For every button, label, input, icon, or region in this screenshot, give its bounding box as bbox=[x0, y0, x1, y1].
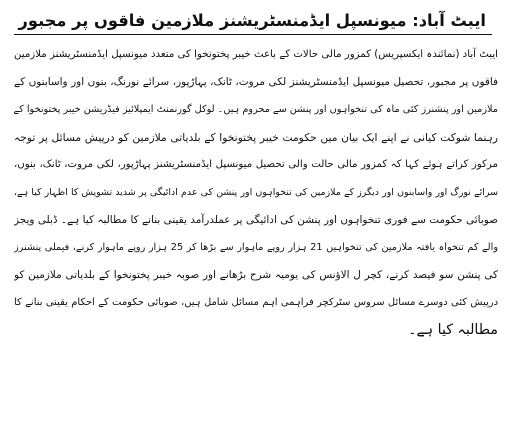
body-line: کی پنشن سو فیصد کرنے، کچر ل الاؤنس کی یومیہ شرح بڑھانے اور صوبہ خیبر پختونخوا کے بلدیاتی ملازمین کو bbox=[14, 268, 498, 281]
body-line: مطالبہ کیا ہے۔ bbox=[408, 321, 498, 338]
body-line: سرائے نورگ اور واسابنوں اور دیگرز کے ملازمین کی تنخواہوں اور پنشن کی عدم ادائیگی پر شدید تشویش کا اظہار کیا ہے، bbox=[14, 186, 498, 198]
body-line: درپیش کئی دوسرے مسائل سروس سٹرکچر فراہمی اہم مسائل شامل ہیں، صوبائی حکومت کے احکام یقینی بنانے کا bbox=[14, 297, 498, 309]
body-line: فاقوں پر مجبور، تحصیل میونسپل ایڈمنسٹریشنز لکی مروت، ٹانک، پہاڑپور، سرائے نورنگ، بنوں اور واسابنوں کے bbox=[14, 75, 498, 88]
body-line: والے کم تنخواہ یافتہ ملازمین کی تنخواہیں 21 ہزار روپے ماہوار سے بڑھا کر 25 ہزار روپے ماہوار کرنے، فیملی پنشنرز bbox=[14, 242, 498, 254]
body-line: صوبائی حکومت سے فوری تنخواہوں اور پنشن کی ادائیگی پر عملدرآمد یقینی بنانے کا مطالبہ کیا ہے۔ ڈبلی ویجز bbox=[14, 213, 498, 226]
body-line: ملازمین اور پنشنرز کئی ماہ کی تنخواہوں اور پنشن سے محروم ہیں۔ لوکل گورنمنٹ ایمپلائیز فیڈریشن خیبر پختونخوا کے bbox=[14, 104, 498, 116]
body-line: ایبٹ آباد (نمائندہ ایکسپریس) کمزور مالی حالات کے باعث خیبر پختونخوا کی متعدد میونسپل ایڈمنسٹریشنز ملازمین bbox=[14, 49, 498, 60]
article-body bbox=[14, 41, 498, 345]
headline: ایبٹ آباد: میونسپل ایڈمنسٹریشنز ملازمین فاقوں پر مجبور bbox=[14, 8, 492, 35]
body-line: رہنما شوکت کیانی نے اپنے ایک بیان میں حکومت خیبر پختونخوا کے بلدیاتی ملازمین کو درپیش مسائل پر توجہ bbox=[14, 130, 498, 144]
body-line: مرکوز کراتے ہوئے کہا کہ کمزور مالی حالت والی تحصیل میونسپل ایڈمنسٹریشنز پہاڑپور، لکی مروت، ٹانک، بنوں، bbox=[14, 159, 498, 171]
